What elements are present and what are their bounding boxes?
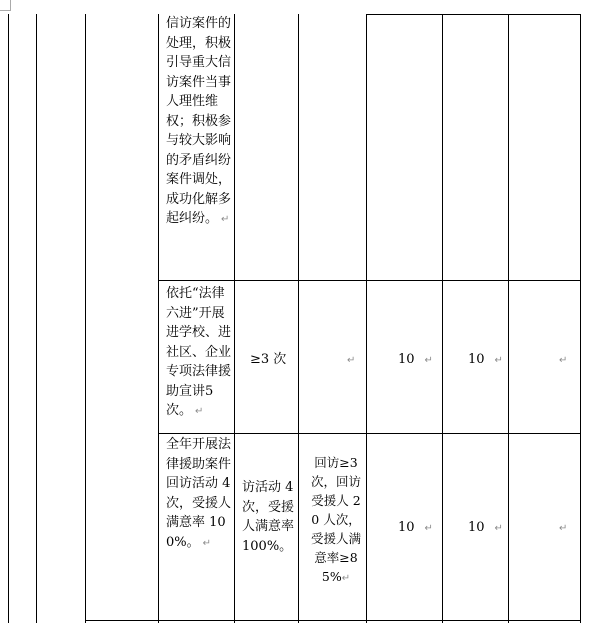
paragraph-mark-icon: ↵ bbox=[559, 355, 568, 366]
table-border bbox=[158, 433, 581, 434]
paragraph-mark-icon: ↵ bbox=[195, 406, 204, 417]
paragraph-mark-icon: ↵ bbox=[424, 523, 433, 534]
paragraph-mark-icon: ↵ bbox=[424, 355, 433, 366]
paragraph-mark-icon: ↵ bbox=[347, 355, 356, 366]
table-cell-description bbox=[166, 14, 232, 230]
paragraph-mark-icon: ↵ bbox=[341, 573, 351, 584]
description-text: 依托“法律六进”开展进学校、进社区、企业专项法律援助宣讲5次。 bbox=[166, 286, 232, 418]
paragraph-mark-icon: ↵ bbox=[221, 214, 230, 225]
table-border bbox=[580, 14, 581, 623]
table-cell-note bbox=[556, 518, 567, 538]
paragraph-mark-icon: ↵ bbox=[494, 523, 503, 534]
description-text: 全年开展法律援助案件回访活动 4 次，受援人满意率 100%。 bbox=[166, 437, 232, 550]
table-border bbox=[298, 14, 299, 623]
table-border bbox=[366, 14, 367, 623]
table-border bbox=[36, 14, 37, 623]
table-cell-score bbox=[398, 350, 433, 370]
table-border bbox=[234, 14, 235, 623]
table-border bbox=[508, 14, 509, 623]
table-cell-score bbox=[468, 350, 503, 370]
score-text: 10 bbox=[398, 520, 415, 535]
table-cell-actual bbox=[344, 350, 355, 370]
table-border bbox=[85, 14, 86, 623]
target-text: ≥3 次 bbox=[250, 352, 287, 367]
page-crop-mark bbox=[0, 0, 11, 11]
table-cell-description bbox=[166, 284, 232, 422]
paragraph-mark-icon: ↵ bbox=[559, 523, 568, 534]
table-cell-description bbox=[166, 435, 232, 553]
table-cell-actual bbox=[308, 453, 364, 588]
paragraph-mark-icon: ↵ bbox=[494, 355, 503, 366]
table-border bbox=[8, 14, 9, 623]
score-text: 10 bbox=[398, 352, 415, 367]
score-text: 10 bbox=[468, 352, 485, 367]
table-cell-note bbox=[556, 350, 567, 370]
table-cell-score bbox=[398, 518, 433, 538]
table-border bbox=[366, 14, 581, 15]
table-border bbox=[442, 14, 443, 623]
table-border bbox=[158, 280, 581, 281]
target-text: 访活动 4 次，受援人满意率 100%。 bbox=[242, 480, 295, 554]
table-border bbox=[85, 620, 581, 621]
score-text: 10 bbox=[468, 520, 485, 535]
description-text: 信访案件的处理，积极引导重大信访案件当事人理性维权；积极参与较大影响的矛盾纠纷案件调处，成功化解多起纠纷。 bbox=[166, 16, 232, 226]
actual-text: 回访≥3 次，回访受援人 20 人次，受援人满意率≥85% bbox=[310, 455, 361, 584]
paragraph-mark-icon: ↵ bbox=[202, 537, 212, 549]
table-border bbox=[158, 14, 159, 623]
table-cell-score bbox=[468, 518, 503, 538]
table-cell-target bbox=[250, 350, 286, 369]
table-cell-target bbox=[242, 478, 294, 556]
